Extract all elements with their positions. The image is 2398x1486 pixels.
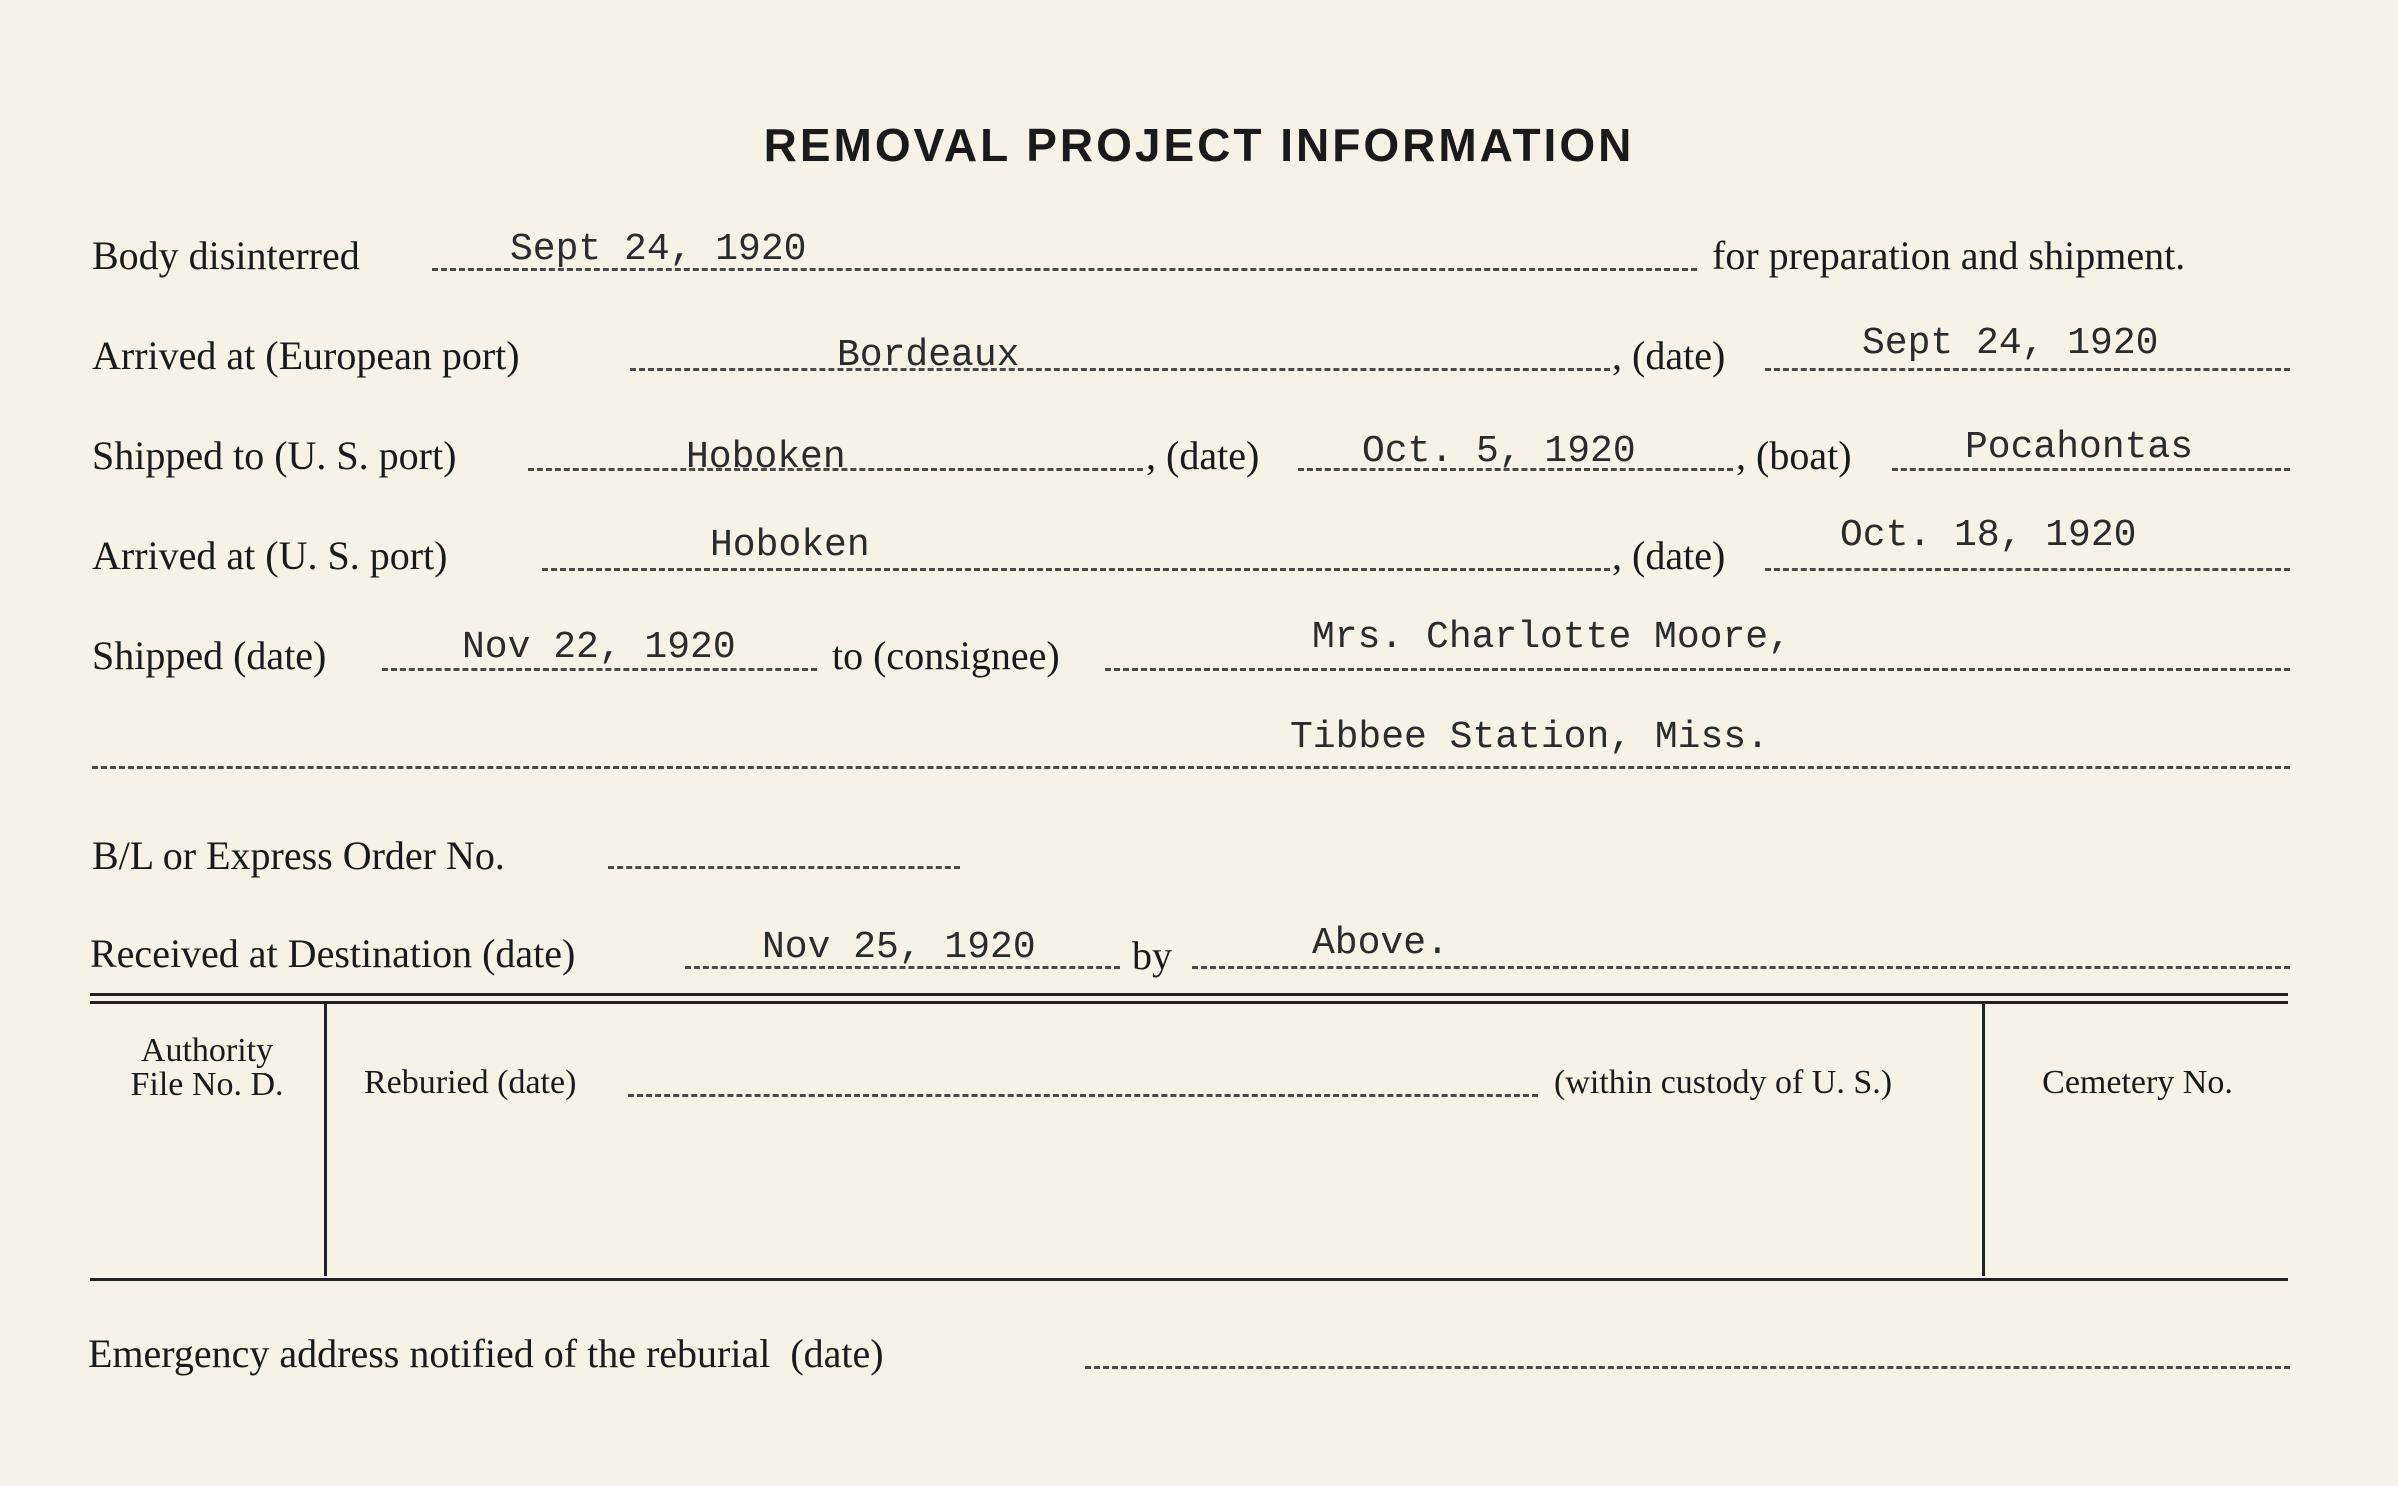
within-custody-label: (within custody of U. S.) — [1554, 1064, 1893, 1101]
arrived-european-port-value: Bordeaux — [837, 334, 1020, 377]
received-destination-value: Nov 25, 1920 — [762, 926, 1036, 969]
file-no-label: File No. D. — [130, 1066, 284, 1103]
shipped-to-boat-label: , (boat) — [1736, 433, 1852, 478]
bl-express-order-label: B/L or Express Order No. — [92, 833, 505, 878]
cemetery-no-label: Cemetery No. — [2042, 1064, 2233, 1101]
consignee-line1-value: Mrs. Charlotte Moore, — [1312, 616, 1791, 659]
shipped-to-date-label: , (date) — [1146, 433, 1260, 478]
arrived-european-date-value: Sept 24, 1920 — [1862, 322, 2159, 365]
box-top-rule-inner — [90, 1001, 2288, 1004]
reburied-date-label: Reburied (date) — [364, 1064, 577, 1101]
box-right-divider — [1982, 1004, 1985, 1276]
arrived-european-port-line — [630, 368, 1610, 371]
arrived-european-port-label: Arrived at (European port) — [92, 333, 520, 378]
preparation-shipment-label: for preparation and shipment. — [1712, 233, 2186, 278]
shipped-to-boat-value: Pocahontas — [1965, 426, 2194, 469]
box-left-divider — [324, 1004, 327, 1276]
body-disinterred-label: Body disinterred — [92, 233, 360, 278]
arrived-us-date-label: , (date) — [1612, 533, 1726, 578]
authority-label: Authority — [140, 1032, 274, 1069]
bl-express-order-line — [608, 866, 960, 869]
consignee-line — [1105, 668, 2290, 671]
arrived-us-port-label: Arrived at (U. S. port) — [92, 533, 448, 578]
consignee-second-line — [92, 766, 2290, 769]
consignee-line2-value: Tibbee Station, Miss. — [1290, 716, 1769, 759]
arrived-us-port-value: Hoboken — [710, 524, 870, 567]
body-disinterred-value: Sept 24, 1920 — [510, 228, 807, 271]
consignee-label: to (consignee) — [832, 633, 1060, 678]
arrived-european-date-line — [1765, 368, 2290, 371]
received-by-value: Above. — [1312, 922, 1449, 965]
arrived-us-date-value: Oct. 18, 1920 — [1840, 514, 2137, 557]
received-destination-label: Received at Destination (date) — [90, 931, 576, 976]
received-by-label: by — [1132, 933, 1172, 978]
arrived-european-date-label: , (date) — [1612, 333, 1726, 378]
shipped-date-value: Nov 22, 1920 — [462, 626, 736, 669]
box-top-rule — [90, 993, 2288, 996]
emergency-address-line — [1085, 1366, 2290, 1369]
box-bottom-rule — [90, 1278, 2288, 1281]
shipped-to-us-port-label: Shipped to (U. S. port) — [92, 433, 457, 478]
shipped-to-date-value: Oct. 5, 1920 — [1362, 430, 1636, 473]
arrived-us-date-line — [1765, 568, 2290, 571]
emergency-address-label: Emergency address notified of the reburial (date) — [88, 1331, 884, 1376]
shipped-date-label: Shipped (date) — [92, 633, 327, 678]
shipped-to-us-port-value: Hoboken — [686, 436, 846, 479]
arrived-us-port-line — [542, 568, 1610, 571]
reburied-date-line — [628, 1094, 1538, 1097]
received-by-line — [1192, 966, 2290, 969]
card-title: REMOVAL PROJECT INFORMATION — [763, 119, 1635, 171]
